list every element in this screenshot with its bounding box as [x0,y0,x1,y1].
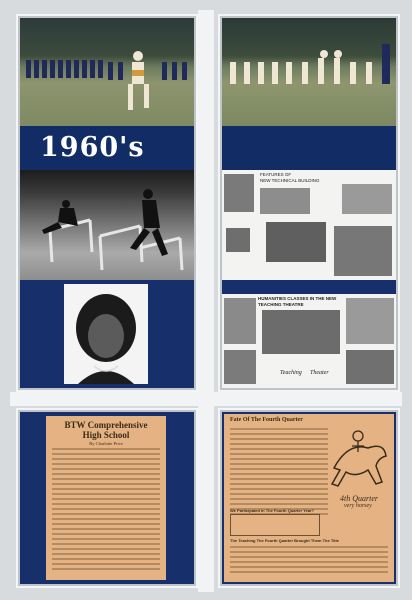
collage-photo-6 [334,226,392,276]
collage-photo-1 [224,174,254,212]
horizontal-rail [10,392,402,406]
humanities-collage [222,294,396,388]
clipping-headline-1: BTW Comprehensive [64,420,148,430]
collage-photo-3 [342,184,392,214]
clipping-right-headline: Fate Of The Fourth Quarter [230,417,303,423]
pane-bottom-right [218,408,400,588]
center-mullion [198,10,214,592]
right-lower-band [222,280,396,294]
building-heading-1: FEATURES OF [260,172,292,177]
bucking-horse-cartoon [328,422,390,492]
right-blue-band [222,126,396,170]
newspaper-clipping-left [46,416,166,580]
pane-bottom-left [16,408,198,588]
humanities-photo-1 [224,298,256,344]
collage-photo-4 [226,228,250,252]
clipping-right-box [230,514,320,536]
marching-band-illustration [20,18,194,126]
pane-top-left [16,14,198,392]
technical-building-collage [222,170,396,280]
decade-band [20,126,194,170]
band-photo-right [222,18,396,126]
hurdles-photo [20,170,194,280]
band-photo-left [20,18,194,126]
humanities-heading-2: TEACHING THEATRE [258,302,304,307]
newspaper-clipping-right [224,414,394,582]
cartoon-caption-1: 4th Quarter [340,494,378,503]
majorettes-illustration [222,18,396,126]
theater-caption-2: Theater [310,370,329,376]
humanities-heading-1: HUMANITIES CLASSES IN THE NEW [258,296,337,301]
clipping-right-subhead-2: We Participated In The Fourth Quarter Year? [230,508,315,513]
humanities-photo-2 [262,310,340,354]
portrait-photo [64,284,148,384]
decade-title: 1960's [40,132,145,163]
collage-photo-2 [260,188,310,214]
theater-caption-1: Teaching [280,370,302,376]
portrait-illustration [64,284,148,384]
hurdles-illustration [20,170,194,280]
building-heading-2: NEW TECHNICAL BUILDING [260,178,320,183]
collage-photo-5 [266,222,326,262]
clipping-right-body [230,428,328,518]
humanities-photo-5 [346,350,394,384]
portrait-band [20,280,194,388]
cartoon-caption-2: very horsey [344,503,372,509]
humanities-photo-3 [346,298,394,344]
clipping-right-footer [230,546,388,576]
clipping-byline: By Charlotte Price [89,441,123,446]
clipping-right-subhead: The Teaching The Fourth Quarter Brought Them The Title [230,538,339,543]
clipping-body-text [52,448,160,573]
clipping-headline-2: High School [82,430,130,440]
humanities-photo-4 [224,350,256,384]
pane-top-right [218,14,400,392]
